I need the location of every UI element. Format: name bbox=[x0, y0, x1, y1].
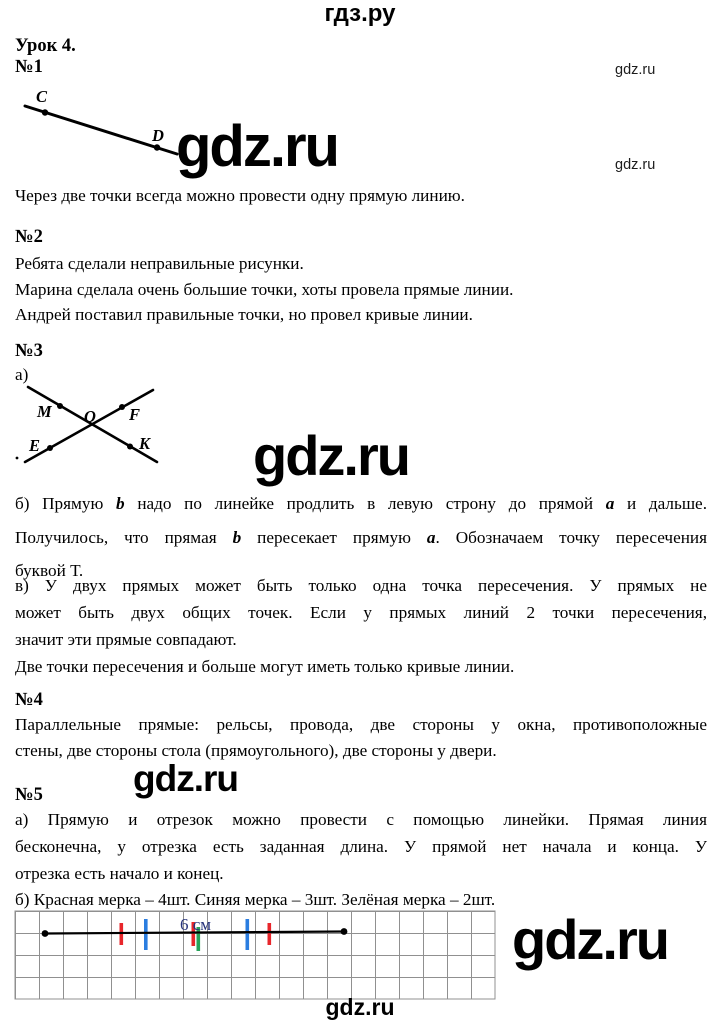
point-c-label: C bbox=[36, 87, 48, 106]
task-3v-line: может быть двух общих точек. Если у прямых линий 2 точки пересечения, bbox=[15, 603, 707, 622]
line-b-symbol: b bbox=[232, 527, 242, 547]
task-5-label: №5 bbox=[15, 785, 43, 805]
watermark-large-3: gdz.ru bbox=[133, 758, 238, 799]
point-c-dot bbox=[42, 109, 48, 115]
task-3b-line: Получилось, что прямая b пересекает прямую a. Обозначаем точку пересечения bbox=[15, 527, 708, 547]
point-f-label: F bbox=[129, 405, 141, 424]
task-2-line: Марина сделала очень большие точки, хоты провела прямые линии. bbox=[15, 279, 514, 299]
site-header-link[interactable]: гдз.ру bbox=[324, 0, 396, 27]
segment-left-dot bbox=[42, 930, 49, 937]
task-4-line: стены, две стороны стола (прямоугольного), две стороны у двери. bbox=[15, 741, 497, 760]
watermark-large-2: gdz.ru bbox=[253, 424, 409, 487]
line-a-symbol: a bbox=[426, 527, 436, 547]
task-3v-line: Две точки пересечения и больше могут иметь только кривые линии. bbox=[15, 657, 515, 676]
task-3v-answer bbox=[15, 572, 707, 680]
task-2-line: Ребята сделали неправильные рисунки. bbox=[15, 254, 304, 273]
point-k-label: K bbox=[139, 434, 151, 453]
point-m-label: M bbox=[37, 402, 52, 421]
figure-ruler-grid bbox=[0, 905, 510, 1005]
task-2-answer bbox=[15, 251, 707, 328]
task-4-label: №4 bbox=[15, 690, 43, 710]
red-mark-3 bbox=[268, 923, 272, 945]
segment-right-dot bbox=[341, 928, 348, 935]
line-b-symbol: b bbox=[116, 494, 125, 513]
watermark-small-1: gdz.ru bbox=[615, 62, 656, 78]
watermark-large-1: gdz.ru bbox=[176, 114, 338, 179]
task-3b-line: буквой Т. bbox=[15, 561, 84, 580]
task-5a-line: бесконечна, у отрезка есть заданная длина. У прямой нет начала и конца. У bbox=[15, 837, 707, 856]
point-k-dot bbox=[127, 444, 133, 450]
watermark-large-4: gdz.ru bbox=[512, 908, 668, 971]
blue-mark-1 bbox=[144, 919, 148, 950]
point-f-dot bbox=[119, 404, 125, 410]
blue-mark-2 bbox=[246, 919, 250, 950]
line-ef bbox=[25, 390, 153, 462]
task-3v-line: значит эти прямые совпадают. bbox=[15, 630, 237, 649]
task-3a-label: а) bbox=[15, 365, 29, 384]
point-o-label: O bbox=[84, 407, 96, 426]
task-5a-line: а) Прямую и отрезок можно провести с помощью линейки. Прямая линия bbox=[15, 810, 707, 829]
point-m-dot bbox=[57, 403, 63, 409]
line-a-symbol: a bbox=[605, 494, 615, 513]
stray-period-dot bbox=[16, 457, 19, 460]
task-5a-line: отрезка есть начало и конец. bbox=[15, 864, 224, 883]
point-d-dot bbox=[154, 144, 160, 150]
point-e-label: E bbox=[29, 436, 41, 455]
task-3v-line: в) У двух прямых может быть только одна точка пересечения. У прямых не bbox=[15, 576, 707, 595]
task-1-label: №1 bbox=[15, 57, 43, 77]
task-3b-line: б) Прямую b надо по линейке продлить в левую строну до прямой a и дальше. bbox=[15, 494, 707, 513]
footer-link[interactable]: gdz.ru bbox=[325, 994, 395, 1020]
task-2-line: Андрей поставил правильные точки, но провел кривые линии. bbox=[15, 305, 473, 324]
task-5a-answer bbox=[15, 806, 707, 887]
grid-paper bbox=[15, 911, 495, 999]
task-4-line: Параллельные прямые: рельсы, провода, две стороны у окна, противоположные bbox=[15, 715, 707, 734]
lesson-title: Урок 4. bbox=[15, 36, 76, 56]
task-1-answer: Через две точки всегда можно провести одну прямую линию. bbox=[15, 186, 465, 205]
task-4-answer bbox=[15, 712, 707, 764]
task-5b-answer: б) Красная мерка – 4шт. Синяя мерка – 3шт. Зелёная мерка – 2шт. bbox=[15, 890, 496, 909]
figure-crossing-lines bbox=[0, 378, 210, 473]
point-d-label: D bbox=[152, 126, 164, 145]
watermark-small-2: gdz.ru bbox=[615, 157, 656, 173]
task-2-label: №2 bbox=[15, 227, 43, 247]
point-e-dot bbox=[47, 445, 53, 451]
length-label: 6 см bbox=[180, 915, 212, 934]
task-3-label: №3 bbox=[15, 341, 43, 361]
